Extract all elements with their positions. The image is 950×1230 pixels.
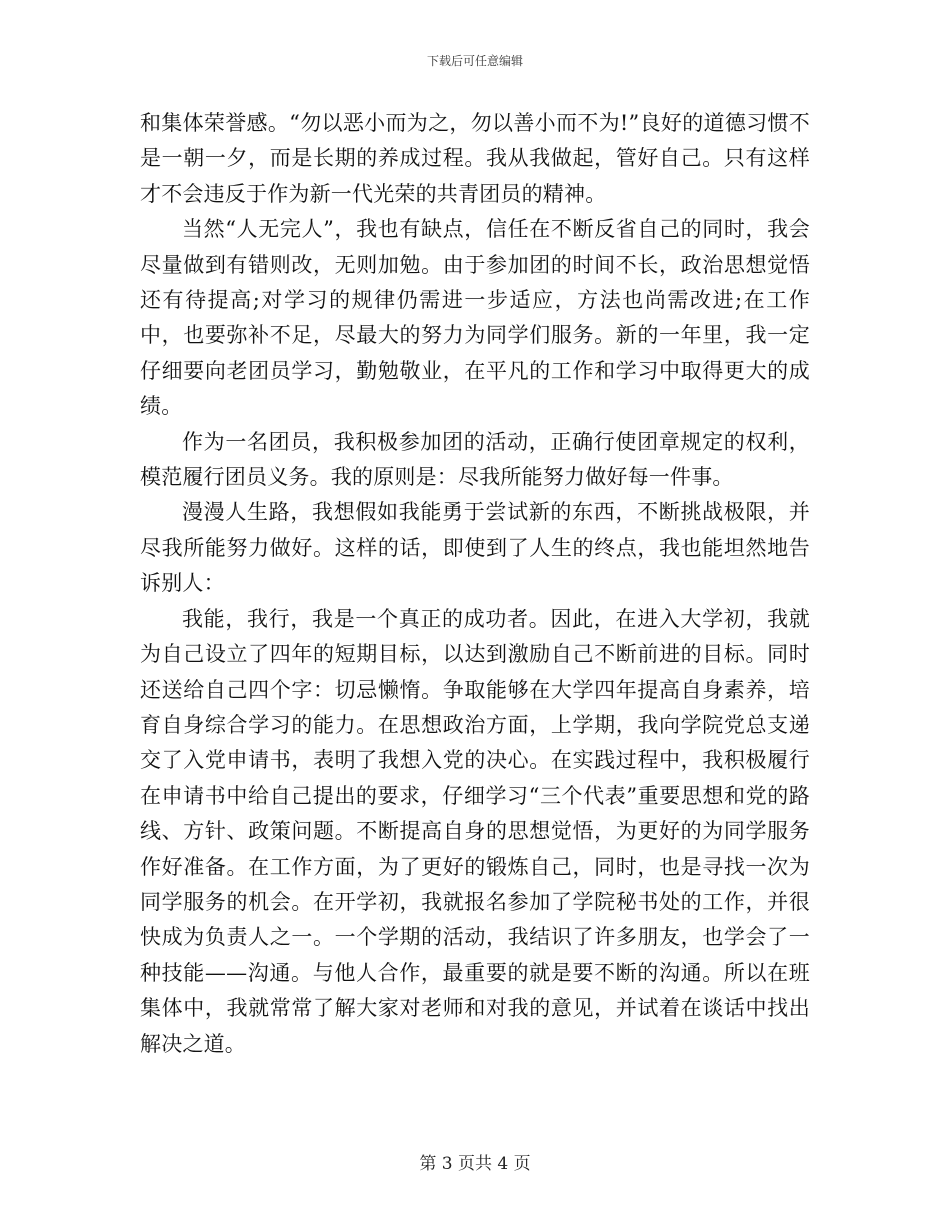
document-body — [140, 106, 810, 1062]
page-footer: 第 3 页共 4 页 — [419, 1154, 531, 1174]
paragraph: 我能，我行，我是一个真正的成功者。因此，在进入大学初，我就为自己设立了四年的短期目标，以达到激励自己不断前进的目标。同时还送给自己四个字：切忌懒惰。争取能够在大学四年提高自身素养，培育自身综合学习的能力。在思想政治方面，上学期，我向学院党总支递交了入党申请书，表明了我想入党的决心。在实践过程中，我积极履行在申请书中给自己提出的要求，仔细学习“三个代表”重要思想和党的路线、方针、政策问题。不断提高自身的思想觉悟，为更好的为同学服务作好准备。在工作方面，为了更好的锻炼自己，同时，也是寻找一次为同学服务的机会。在开学初，我就报名参加了学院秘书处的工作，并很快成为负责人之一。一个学期的活动，我结识了许多朋友，也学会了一种技能——沟通。与他人合作，最重要的就是要不断的沟通。所以在班集体中，我就常常了解大家对老师和对我的意见，并试着在谈话中找出解决之道。 — [140, 606, 810, 1056]
paragraph-continuation: 和集体荣誉感。“勿以恶小而为之，勿以善小而不为!”良好的道德习惯不是一朝一夕，而是长期的养成过程。我从我做起，管好自己。只有这样才不会违反于作为新一代光荣的共青团员的精神。 — [140, 111, 810, 206]
page-header: 下载后可任意编辑 — [426, 54, 523, 68]
paragraph: 漫漫人生路，我想假如我能勇于尝试新的东西，不断挑战极限，并尽我所能努力做好。这样的话，即使到了人生的终点，我也能坦然地告诉别人： — [140, 500, 810, 596]
paragraph: 当然“人无完人”，我也有缺点，信任在不断反省自己的同时，我会尽量做到有错则改，无则加勉。由于参加团的时间不长，政治思想觉悟还有待提高;对学习的规律仍需进一步适应，方法也尚需改进;在工作中，也要弥补不足，尽最大的努力为同学们服务。新的一年里，我一定仔细要向老团员学习，勤勉敬业，在平凡的工作和学习中取得更大的成绩。 — [140, 217, 810, 419]
paragraph: 作为一名团员，我积极参加团的活动，正确行使团章规定的权利，模范履行团员义务。我的原则是：尽我所能努力做好每一件事。 — [140, 429, 810, 490]
